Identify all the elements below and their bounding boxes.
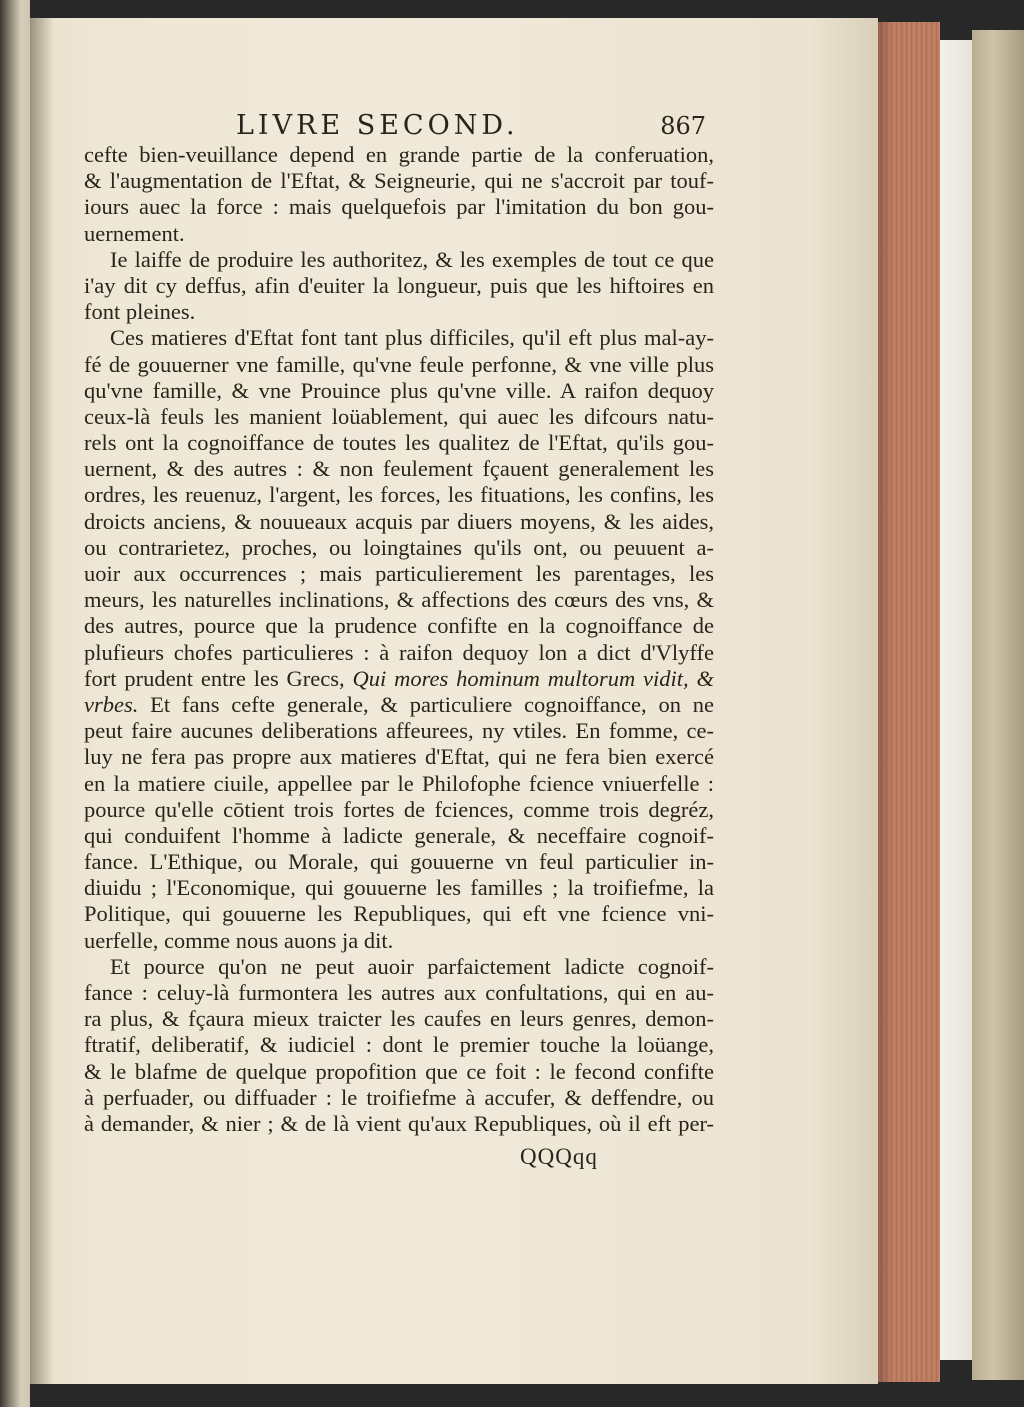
line-text: droicts anciens, & nouueaux acquis par diuers moyens, & les aides, (84, 508, 714, 534)
text-line (84, 744, 714, 770)
text-line (84, 954, 714, 980)
line-text: font pleines. (84, 299, 196, 325)
line-text: des autres, pource que la prudence confifte en la cognoiffance de (84, 613, 714, 639)
text-line (84, 221, 714, 247)
text-line (84, 482, 714, 508)
text-line (84, 1085, 714, 1111)
text-line (84, 640, 714, 666)
page-edge-shadow (878, 22, 892, 1382)
line-text: iours auec la force : mais quelquefois par l'imitation du bon gou- (84, 194, 714, 220)
line-text: fance. L'Ethique, ou Morale, qui gouuerne vn feul particulier in- (84, 849, 714, 875)
line-text: rels ont la cognoiffance de toutes les qualitez de l'Eftat, qu'ils gou- (84, 430, 714, 456)
line-text: fort prudent entre les Grecs, (84, 665, 353, 691)
text-line (84, 352, 714, 378)
line-text: en la matiere ciuile, appellee par le Philofophe fcience vniuerfelle : (84, 770, 714, 796)
line-text: pource qu'elle cōtient trois fortes de fciences, comme trois degréz, (84, 796, 714, 822)
text-line (84, 535, 714, 561)
line-text: qu'vne famille, & vne Prouince plus qu'vne ville. A raifon dequoy (84, 377, 714, 403)
line-text: ou contrarietez, proches, ou loingtaines qu'ils ont, ou peuuent a- (84, 534, 714, 560)
line-text: uerfelle, comme nous auons ja dit. (84, 927, 394, 953)
text-line (84, 378, 714, 404)
line-text: Ces matieres d'Eftat font tant plus difficiles, qu'il eft plus mal-ay- (110, 325, 714, 351)
text-line (84, 325, 714, 351)
text-line (84, 1032, 714, 1058)
line-text: & le blafme de quelque propofition que ce foit : le fecond confifte (84, 1058, 714, 1084)
text-line (84, 718, 714, 744)
line-text: Et fans cefte generale, & particuliere cognoiffance, on ne (138, 691, 714, 717)
line-text: à perfuader, ou diffuader : le troifiefme à accufer, & deffendre, ou (84, 1084, 714, 1110)
line-text: uoir aux occurrences ; mais particulierement les parentages, les (84, 561, 714, 586)
body-text (84, 142, 714, 1137)
text-line (84, 1111, 714, 1137)
line-text: ftratif, deliberatif, & iudiciel : dont le premier touche la loüange, (84, 1032, 714, 1058)
text-line (84, 273, 714, 299)
text-line (84, 142, 714, 168)
text-line (84, 666, 714, 692)
line-text: & l'augmentation de l'Eftat, & Seigneurie, qui ne s'accroit par touf- (84, 168, 714, 194)
line-text: ceux-là feuls les manient loüablement, qui auec les difcours natu- (84, 403, 714, 429)
line-text: plufieurs chofes particulieres : à raifon dequoy lon a dict d'Vlyffe (84, 639, 714, 665)
line-text: Ie laiffe de produire les authoritez, & les exemples de tout ce que (110, 246, 714, 272)
line-text: Politique, qui gouuerne les Republiques, qui eft vne fcience vni- (84, 901, 714, 927)
text-line (84, 509, 714, 535)
running-title: LIVRE SECOND. (236, 110, 519, 141)
line-text: cefte bien-veuillance depend en grande partie de la conferuation, (84, 142, 714, 167)
text-line (84, 430, 714, 456)
text-line (84, 901, 714, 927)
line-text: peut faire aucunes deliberations affeurees, ny vtiles. En fomme, ce- (84, 718, 714, 744)
line-text: Et pource qu'on ne peut auoir parfaictement ladicte cognoif- (110, 953, 714, 979)
text-line (84, 194, 714, 220)
line-text: fé de gouuerner vne famille, qu'vne feule perfonne, & vne ville plus (84, 351, 714, 377)
text-line (84, 587, 714, 613)
signature-mark: QQQqq (520, 1144, 598, 1169)
text-line (84, 849, 714, 875)
latin-quotation: Qui mores hominum multorum vidit, & (352, 665, 714, 691)
line-text: ordres, les reuenuz, l'argent, les forces, les fituations, les confins, les (84, 482, 714, 508)
line-text: fance : celuy-là furmontera les autres aux confultations, qui en au- (84, 980, 714, 1005)
cover-board (972, 30, 1024, 1380)
text-line (84, 823, 714, 849)
latin-quotation: vrbes. (84, 691, 139, 717)
line-text: diuidu ; l'Economique, qui gouuerne les familles ; la troifiefme, la (84, 875, 714, 901)
gutter-shadow (30, 18, 54, 1384)
text-line (84, 299, 714, 325)
text-line (84, 613, 714, 639)
text-line (84, 456, 714, 482)
line-text: ra plus, & fçaura mieux traicter les caufes en leurs genres, demon- (84, 1006, 714, 1032)
text-line (84, 1059, 714, 1085)
text-line (84, 771, 714, 797)
previous-page-edge (0, 0, 30, 1407)
text-line (84, 980, 714, 1006)
text-line (84, 404, 714, 430)
line-text: luy ne fera pas propre aux matieres d'Eftat, qui ne fera bien exercé (84, 744, 714, 770)
line-text: uernement. (84, 220, 185, 246)
text-line (84, 561, 714, 587)
text-line (84, 247, 714, 273)
line-text: i'ay dit cy deffus, afin d'euiter la longueur, puis que les hiftoires en (84, 272, 714, 298)
endpaper (940, 40, 972, 1360)
text-line (84, 1006, 714, 1032)
text-line (84, 168, 714, 194)
line-text: meurs, les naturelles inclinations, & affections des cœurs des vns, & (84, 587, 714, 613)
text-line (84, 928, 714, 954)
line-text: uernent, & des autres : & non feulement fçauent generalement les (84, 456, 714, 482)
text-line (84, 692, 714, 718)
text-line (84, 797, 714, 823)
text-line (84, 875, 714, 901)
line-text: à demander, & nier ; & de là vient qu'aux Republiques, où il eft per- (84, 1110, 714, 1136)
line-text: qui conduifent l'homme à ladicte generale, & neceffaire cognoif- (84, 822, 714, 848)
page-number: 867 (660, 112, 706, 140)
